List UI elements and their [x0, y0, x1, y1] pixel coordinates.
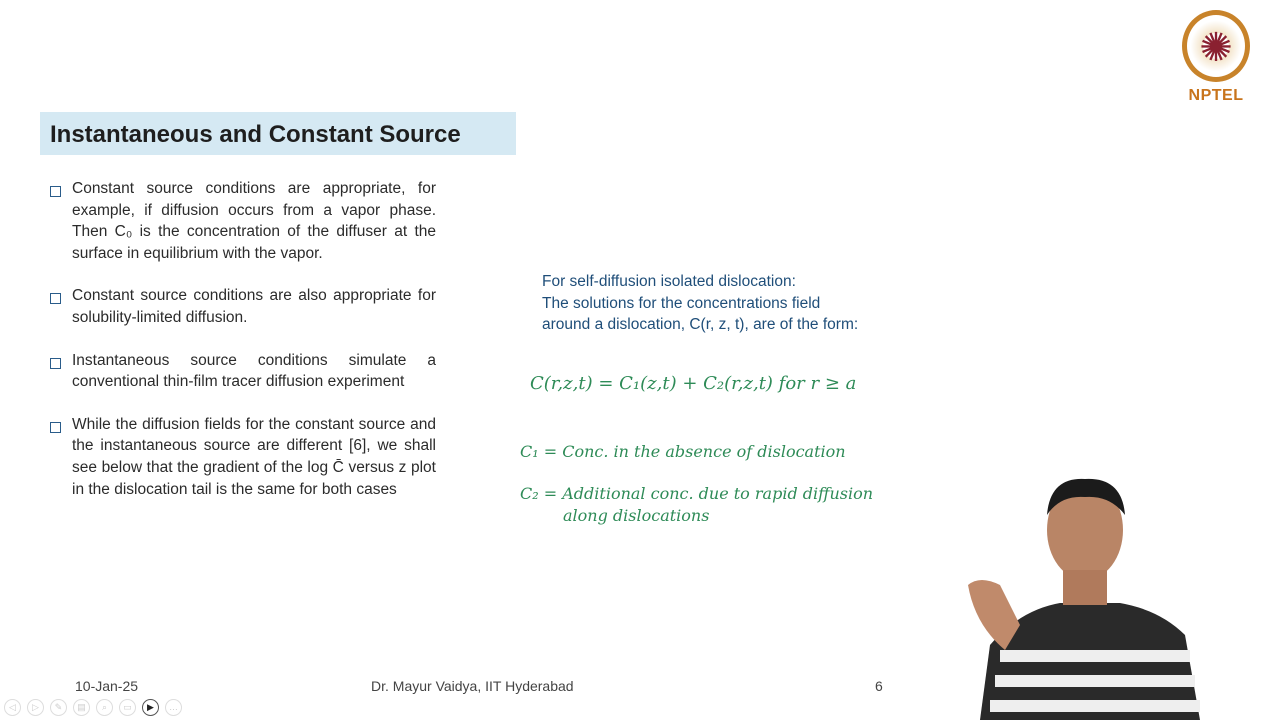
handwritten-c2-definition: C₂ = Additional conc. due to rapid diffusion	[520, 484, 874, 503]
handwritten-c1-definition: C₁ = Conc. in the absence of dislocation	[520, 442, 846, 461]
next-slide-button[interactable]: ▷	[27, 699, 44, 716]
nptel-emblem-icon	[1182, 10, 1250, 82]
presentation-controls	[4, 699, 182, 716]
bullet-text: Instantaneous source conditions simulate a conventional thin-film tracer diffusion experiment	[72, 351, 436, 391]
bullet-list	[50, 178, 436, 521]
zoom-button[interactable]: ⌕	[96, 699, 113, 716]
handwritten-equation: C(r,z,t) = C₁(z,t) + C₂(r,z,t) for r ≥ a	[530, 373, 857, 394]
square-bullet-icon	[50, 285, 72, 328]
camera-button[interactable]: ▶	[142, 699, 159, 716]
subtitles-button[interactable]: ▭	[119, 699, 136, 716]
square-bullet-icon	[50, 414, 72, 500]
bullet-item	[50, 350, 436, 393]
bullet-item	[50, 414, 436, 500]
handwritten-c2-continuation: along dislocations	[563, 506, 710, 525]
slide-number: 6	[875, 678, 883, 694]
footer-author: Dr. Mayur Vaidya, IIT Hyderabad	[371, 678, 574, 694]
bullet-text: Constant source conditions are also appropriate for solubility-limited diffusion.	[72, 287, 436, 326]
square-bullet-icon	[50, 350, 72, 393]
bullet-item	[50, 178, 436, 264]
nptel-logo	[1176, 10, 1256, 105]
description-line: For self-diffusion isolated dislocation:	[542, 273, 796, 290]
bullet-item	[50, 285, 436, 328]
slide-title: Instantaneous and Constant Source	[40, 112, 516, 155]
square-bullet-icon	[50, 178, 72, 264]
previous-slide-button[interactable]: ◁	[4, 699, 21, 716]
presenter-video	[960, 475, 1220, 720]
description-line: The solutions for the concentrations field	[542, 294, 821, 312]
description-line: around a dislocation, C(r, z, t), are of the form:	[542, 316, 859, 334]
footer-date: 10-Jan-25	[75, 678, 139, 694]
pen-tool-button[interactable]: ✎	[50, 699, 67, 716]
bullet-text: While the diffusion fields for the constant source and the instantaneous source are different [6], we shall see below that the gradient of the log C̄ versus z plot in the dislocation tail is the same for both cases	[72, 415, 436, 498]
more-options-button[interactable]: …	[165, 699, 182, 716]
see-all-slides-button[interactable]: ▤	[73, 699, 90, 716]
bullet-text: Constant source conditions are appropriate, for example, if diffusion occurs from a vapor phase. Then C₀ is the concentration of the diffuser at the surface in equilibrium with the vapor.	[72, 180, 436, 262]
dislocation-description	[542, 271, 858, 336]
logo-text: NPTEL	[1188, 87, 1244, 104]
